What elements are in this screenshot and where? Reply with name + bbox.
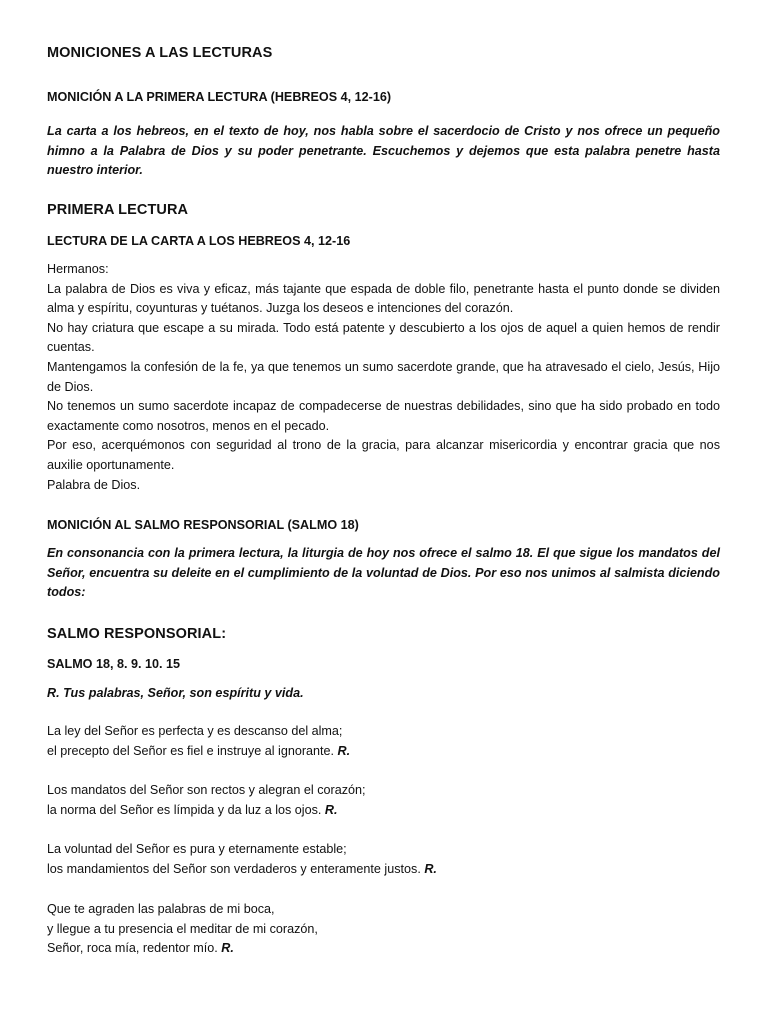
reading-line: No hay criatura que escape a su mirada. Todo está patente y descubierto a los ojos de aquel a quien hemos de rendir cuentas.	[47, 320, 720, 355]
stanza-line: Que te agraden las palabras de mi boca,	[47, 902, 275, 916]
salmo-stanza	[47, 722, 720, 761]
primera-lectura-body	[47, 260, 720, 495]
reading-line: Palabra de Dios.	[47, 477, 141, 492]
stanza-line: el precepto del Señor es fiel e instruye al ignorante. R.	[47, 743, 351, 758]
salmo-heading: SALMO RESPONSORIAL:	[47, 626, 227, 642]
reading-line: Por eso, acerquémonos con seguridad al trono de la gracia, para alcanzar misericordia y encontrar gracia que nos auxilie oportunamente.	[47, 438, 720, 472]
stanza-line: Señor, roca mía, redentor mío. R.	[47, 941, 234, 956]
salmo-stanza	[47, 900, 720, 959]
page-title: MONICIONES A LAS LECTURAS	[47, 45, 273, 61]
response-mark: R.	[424, 861, 437, 876]
stanza-line: La voluntad del Señor es pura y eternamente estable;	[47, 842, 347, 856]
response-mark: R.	[324, 802, 338, 817]
stanza-line: la norma del Señor es límpida y da luz a los ojos. R.	[47, 802, 338, 817]
stanza-line: y llegue a tu presencia el meditar de mi corazón,	[47, 921, 318, 936]
primera-lectura-subheading: LECTURA DE LA CARTA A LOS HEBREOS 4, 12-16	[47, 234, 351, 248]
reading-line: La palabra de Dios es viva y eficaz, más tajante que espada de doble filo, penetrante hasta el punto donde se dividen alma y espíritu, coyunturas y tuétanos. Juzga los deseos e intenciones del corazón.	[47, 281, 720, 316]
stanza-line: La ley del Señor es perfecta y es descanso del alma;	[47, 724, 343, 738]
stanza-line: los mandamientos del Señor son verdaderos y enteramente justos. R.	[47, 861, 437, 876]
monicion1-text: La carta a los hebreos, en el texto de hoy, nos habla sobre el sacerdocio de Cristo y nos ofrece un pequeño himno a la Palabra de Dios y su poder penetrante. Escuchemos y dejemos que esta palabra penetre hasta nuestro interior.	[47, 124, 720, 178]
response-mark: R.	[337, 743, 351, 758]
monicion2-text: En consonancia con la primera lectura, la liturgia de hoy nos ofrece el salmo 18. El que sigue los mandatos del Señor, encuentra su deleite en el cumplimiento de la voluntad de Dios. Por eso nos unimos al salmista diciendo todos:	[47, 546, 720, 600]
salmo-stanza	[47, 781, 720, 820]
stanza-line: Los mandatos del Señor son rectos y alegran el corazón;	[47, 783, 366, 797]
reading-line: No tenemos un sumo sacerdote incapaz de compadecerse de nuestras debilidades, sino que ha sido probado en todo exactamente como nosotros, menos en el pecado.	[47, 399, 720, 433]
monicion2-heading: MONICIÓN AL SALMO RESPONSORIAL (SALMO 18)	[47, 518, 359, 532]
salmo-subheading: SALMO 18, 8. 9. 10. 15	[47, 657, 180, 671]
salmo-refrain: R. Tus palabras, Señor, son espíritu y vida.	[47, 686, 304, 700]
primera-lectura-heading: PRIMERA LECTURA	[47, 202, 189, 218]
response-mark: R.	[221, 941, 234, 956]
reading-line: Mantengamos la confesión de la fe, ya que tenemos un sumo sacerdote grande, que ha atravesado el cielo, Jesús, Hijo de Dios.	[47, 359, 720, 394]
reading-line: Hermanos:	[47, 262, 109, 276]
salmo-stanza	[47, 840, 720, 879]
monicion1-heading: MONICIÓN A LA PRIMERA LECTURA (HEBREOS 4, 12-16)	[47, 90, 392, 104]
